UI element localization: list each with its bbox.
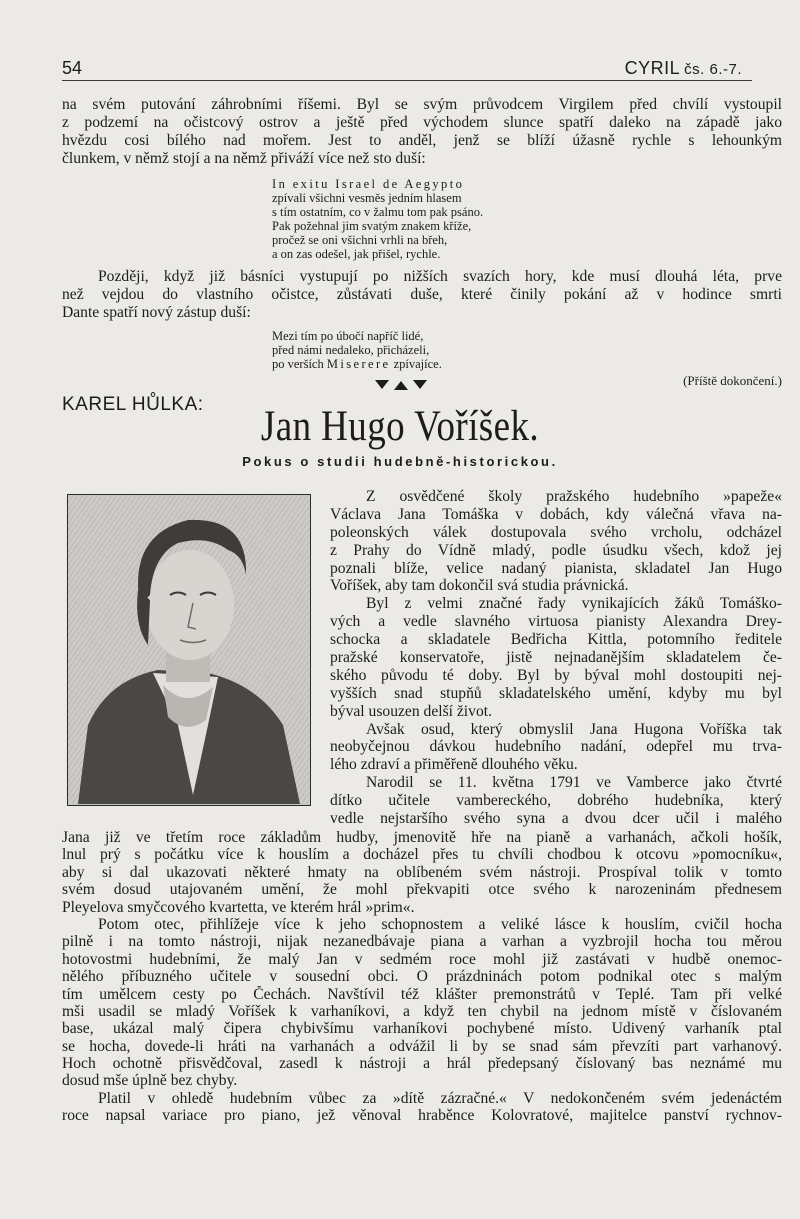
text-line: pilně i na tomto nástroji, nijak nezanedbávaje piana a varhan a vyzbrojil hocha tou měrou xyxy=(62,933,782,951)
text-line: dítko učitele vambereckého, dobrého hudebníka, který xyxy=(330,792,782,810)
article-subtitle: Pokus o studii hudebně-historickou. xyxy=(242,454,558,469)
verse-line: Mezi tím po úbočí napříč lidé, xyxy=(272,329,424,343)
text-line: Později, když již básníci vystupují po nižších svazích hory, kde musí dlouhá léta, prve xyxy=(98,268,782,285)
paragraph xyxy=(330,488,782,595)
text-line: Pak požehnal jim svatým znakem kříže, xyxy=(272,219,472,233)
verse-text: po verších xyxy=(272,357,324,371)
text-line: schocka a skladatele Bedřicha Kittla, potomního ředitele xyxy=(330,631,782,649)
text-line: lnul prý s počátku více k houslím a docházel přes tu chvíli chodbou k otcovu »pomocníku«, xyxy=(62,846,782,864)
text-line: zpívali všichni vesměs jedním hlasem xyxy=(272,191,462,205)
journal-name: CYRIL xyxy=(624,58,681,78)
paragraph xyxy=(330,595,782,720)
text-line: pražské konservatoře, jistě nejnadanějším skladatelem če- xyxy=(330,649,782,667)
text-line: Byl z velmi značné řady vynikajících žáků Tomáško- xyxy=(366,595,782,613)
text-line: In exitu Israel de Aegypto xyxy=(272,177,465,191)
text-line: s tím ostatním, co v žalmu tom pak psáno. xyxy=(272,205,484,219)
verse-line xyxy=(272,357,442,371)
text-line: Potom otec, přihlížeje více k jeho schopnostem a veliké lásce k houslím, cvičil hocha xyxy=(98,915,782,933)
portrait-drawing xyxy=(68,495,309,804)
full-width-text xyxy=(62,829,782,1125)
verse-line: před námi nedaleko, přicházeli, xyxy=(272,343,430,357)
text-line: Voříšek, aby tam dokončil svá studia právnická. xyxy=(330,577,629,595)
verse-quote-2 xyxy=(272,329,442,371)
text-line: roce napsal variace pro piano, jež věnoval hraběnce Kolovratové, majitelce panství rychnov- xyxy=(62,1107,782,1125)
text-line: hvězdu cosi bílého nad mořem. Jest to anděl, jenž se blíží úžasně rychle s lehounkým xyxy=(62,132,782,149)
to-be-continued-note: (Příště dokončení.) xyxy=(683,373,782,388)
paragraph xyxy=(330,721,782,775)
text-line: hotovostmi hudebními, že malý Jan v sedmém roce mohl již zastávati v hudbě onemoc- xyxy=(62,950,782,968)
text-line: aby si dal ukazovati některé hmaty na oblíbeném svém nástroji. Prospíval tolik v tomto xyxy=(62,863,782,881)
issue-number: čs. 6.-7. xyxy=(684,61,742,78)
text-line: vých a vedle slavného virtuosa pianisty Alexandra Drey- xyxy=(330,613,782,631)
text-line: Hoch ochotně přisvědčoval, zasedl k nástroji a hrál předepsaný číslovaný bas neznámé mu xyxy=(62,1055,782,1073)
text-line: se hocha, dovede-li hráti na varhanách a odvážil li by se snad sám převzíti part varhanový. xyxy=(62,1037,782,1055)
latin-word: Miserere xyxy=(326,357,391,371)
portrait-image xyxy=(67,494,311,806)
text-line: poleonských válek dostupovala svého vrcholu, odcházel xyxy=(330,523,782,541)
later-paragraph xyxy=(62,268,782,322)
paragraph xyxy=(62,829,782,916)
text-line: z Prahy do Vídně mladý, podle úsudku všech, kdož jej xyxy=(330,541,782,559)
text-line: neobyčejnou dávkou hudebního nadání, odepřel mu trva- xyxy=(330,738,782,756)
page-number: 54 xyxy=(62,58,83,78)
verse-text: zpívajíce. xyxy=(393,357,442,371)
text-line: z podzemí na očistcový ostrov a ještě před východem slunce spatří daleko na západě jako xyxy=(62,114,782,131)
text-line: poznali blíže, velice nadaný pianista, skladatel Jan Hugo xyxy=(330,559,782,577)
text-line: Václava Jana Tomáška v dobách, kdy válečná vřava na- xyxy=(330,505,782,523)
section-ornament-icon xyxy=(375,378,427,392)
text-line: dosud mše úplně bez chyby. xyxy=(62,1072,238,1090)
text-line: a on zas odešel, jak přišel, rychle. xyxy=(272,247,441,261)
text-line: tím umělcem cesty po Čechách. Navštívil též klášter premonstrátů v Teplé. Tam při velké xyxy=(62,985,782,1003)
text-line: vedle nejstaršího svého syna a dvou dcer učil i malého xyxy=(330,810,782,828)
article-title: Jan Hugo Voříšek. xyxy=(260,403,540,450)
paragraph xyxy=(62,1090,782,1125)
text-line: Dante spatří nový zástup duší: xyxy=(62,304,251,321)
text-line: Jana již ve třetím roce základům hudby, jmenovitě hře na pianě a varhanách, ačkoli hošík, xyxy=(62,829,782,846)
text-line: Avšak osud, který obmyslil Jana Hugona Voříška tak xyxy=(366,720,782,738)
running-head xyxy=(625,58,742,79)
text-line: na svém putování záhrobními říšemi. Byl se svým průvodcem Virgilem před chvílí vystoupil xyxy=(62,96,782,113)
text-line: Narodil se 11. května 1791 ve Vamberce jako čtvrté xyxy=(366,774,782,792)
text-line: Pleyelova smyčcového kvartetta, ve kterém hrál »prim«. xyxy=(62,898,415,916)
text-line: mši usadil se mladý Voříšek k varhaníkovi, a když ten chybil na jednom místě v číslovaném xyxy=(62,1002,782,1020)
text-line: Z osvědčené školy pražského hudebního »papeže« xyxy=(366,488,782,505)
text-line: Platil v ohledě hudebním vůbec za »dítě zázračné.« V nedokončeném svém jedenáctém xyxy=(98,1089,782,1107)
text-line: člunkem, v němž stojí a na němž přiváží více než sto duší: xyxy=(62,150,426,167)
text-line: než vejdou do vlastního očistce, zůstávati duše, které činily pokání až v hodince smrti xyxy=(62,286,782,303)
article-author: KAREL HŮLKA: xyxy=(62,394,204,415)
paragraph xyxy=(62,916,782,1090)
text-line: ského původu té doby. Byl by býval mohl dostoupiti nej- xyxy=(330,666,782,684)
text-line: vyšších snad stupňů skladatelského umění, kdyby mu byl xyxy=(330,684,782,702)
text-line: svém dosud utajovaném umění, že mohl překvapiti otce svého k narozeninám přednesem xyxy=(62,881,782,899)
text-line: base, ukázal malý čipera chybivšímu varhaníkovi pochybené místo. Udivený varhaník ptal xyxy=(62,1020,782,1038)
text-line: lého zdraví a přiměřeně dlouhého věku. xyxy=(330,756,578,774)
intro-paragraph xyxy=(62,96,782,168)
text-line: býval usouzen delší život. xyxy=(330,702,492,720)
text-line: nělého příbuzného učitele v sousední obci. O prázdninách potom podnikal otec s malým xyxy=(62,968,782,986)
header-rule xyxy=(62,80,752,81)
verse-quote-1 xyxy=(272,177,483,261)
paragraph xyxy=(330,774,782,828)
right-column xyxy=(330,488,782,828)
text-line: pročež se oni všichni vrhli na břeh, xyxy=(272,233,448,247)
